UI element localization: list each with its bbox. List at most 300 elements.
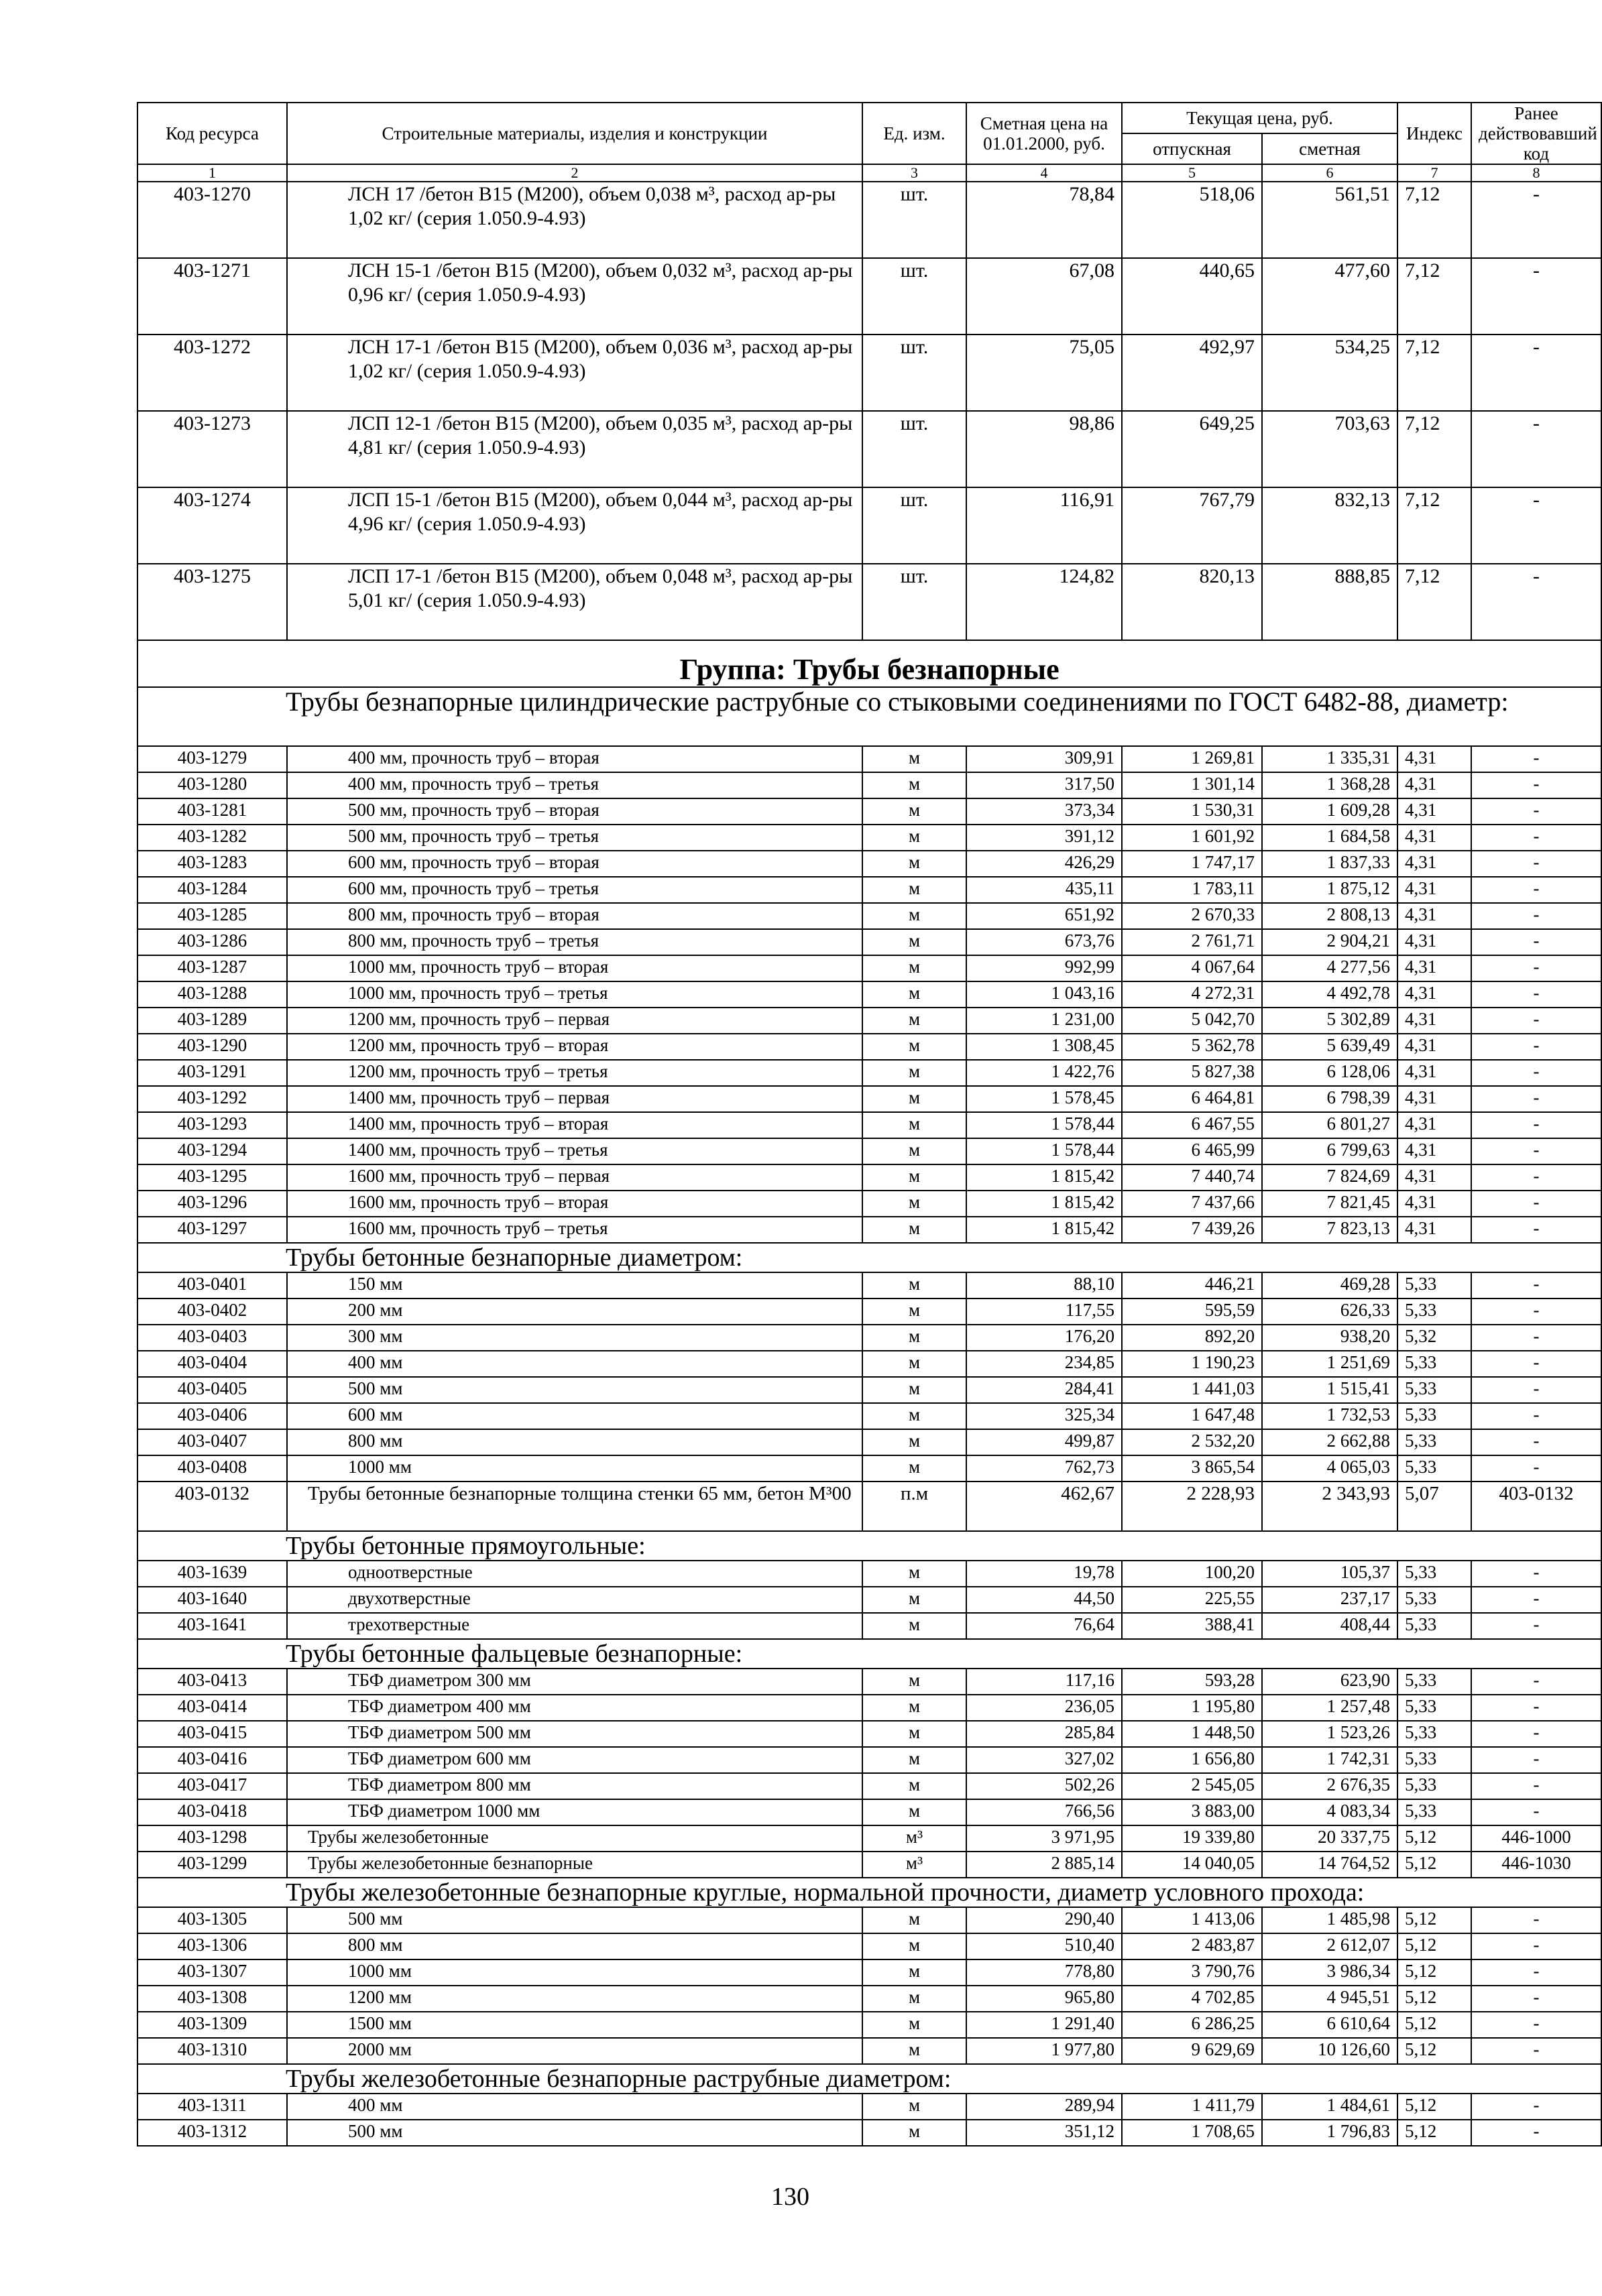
row-estimate-price: 2 662,88 [1262,1429,1397,1455]
row-name: 1400 мм, прочность труб – первая [287,1086,862,1112]
table-row [137,1086,1601,1112]
row-base-price: 289,94 [966,2094,1122,2120]
row-name: ЛСН 17 /бетон В15 (М200), объем 0,038 м³, расход ар-ры 1,02 кг/ (серия 1.050.9-4.93) [287,182,862,258]
row-unit: м [862,1191,966,1217]
row-prev-code: - [1471,1138,1601,1164]
row-prev-code: - [1471,1429,1601,1455]
row-base-price: 673,76 [966,929,1122,955]
row-base-price: 309,91 [966,746,1122,772]
row-unit: м [862,1429,966,1455]
table-row [137,182,1601,258]
row-code: 403-1284 [137,877,287,903]
row-prev-code: - [1471,746,1601,772]
row-estimate-price: 7 824,69 [1262,1164,1397,1191]
row-name: 200 мм [287,1298,862,1325]
header-num-1: 1 [137,164,287,182]
row-prev-code: - [1471,1191,1601,1217]
section-title-row [137,1639,1601,1669]
row-prev-code: - [1471,1112,1601,1138]
row-code: 403-1289 [137,1008,287,1034]
row-release-price: 388,41 [1122,1613,1262,1639]
row-prev-code: - [1471,851,1601,877]
row-index: 5,33 [1397,1799,1471,1825]
row-unit: шт. [862,335,966,411]
row-index: 5,12 [1397,1907,1471,1933]
row-code: 403-1308 [137,1986,287,2012]
row-estimate-price: 237,17 [1262,1587,1397,1613]
row-prev-code: - [1471,335,1601,411]
row-unit: м [862,955,966,981]
row-release-price: 2 532,20 [1122,1429,1262,1455]
row-base-price: 76,64 [966,1613,1122,1639]
row-unit: м [862,1034,966,1060]
row-name: 1600 мм, прочность труб – третья [287,1217,862,1243]
row-name: одноотверстные [287,1561,862,1587]
row-base-price: 502,26 [966,1773,1122,1799]
row-unit: м [862,1377,966,1403]
section-title-row [137,2064,1601,2094]
row-unit: м [862,1933,966,1959]
row-release-price: 1 647,48 [1122,1403,1262,1429]
row-index: 5,33 [1397,1669,1471,1695]
row-release-price: 6 465,99 [1122,1138,1262,1164]
row-unit: м [862,1907,966,1933]
row-prev-code: - [1471,411,1601,487]
row-estimate-price: 6 799,63 [1262,1138,1397,1164]
row-release-price: 1 783,11 [1122,877,1262,903]
row-code: 403-1297 [137,1217,287,1243]
row-index: 7,12 [1397,487,1471,564]
row-name: ЛСП 15-1 /бетон В15 (М200), объем 0,044 м³, расход ар-ры 4,96 кг/ (серия 1.050.9-4.93) [287,487,862,564]
row-code: 403-1283 [137,851,287,877]
row-estimate-price: 408,44 [1262,1613,1397,1639]
table-row [137,1799,1601,1825]
row-unit: м [862,1455,966,1482]
row-release-price: 7 437,66 [1122,1191,1262,1217]
row-unit: шт. [862,487,966,564]
row-estimate-price: 1 515,41 [1262,1377,1397,1403]
row-index: 4,31 [1397,798,1471,825]
row-name: 500 мм, прочность труб – третья [287,825,862,851]
row-name: 1000 мм, прочность труб – вторая [287,955,862,981]
row-name: ТБФ диаметром 1000 мм [287,1799,862,1825]
row-release-price: 1 269,81 [1122,746,1262,772]
row-release-price: 1 601,92 [1122,825,1262,851]
price-catalog-page [137,102,1597,2147]
row-prev-code: - [1471,2012,1601,2038]
row-base-price: 499,87 [966,1429,1122,1455]
row-base-price: 3 971,95 [966,1825,1122,1852]
row-code: 403-0132 [137,1482,287,1531]
row-estimate-price: 1 732,53 [1262,1403,1397,1429]
table-row [137,1060,1601,1086]
row-name: 600 мм, прочность труб – третья [287,877,862,903]
table-row [137,1325,1601,1351]
row-release-price: 19 339,80 [1122,1825,1262,1852]
row-release-price: 440,65 [1122,258,1262,335]
row-index: 5,07 [1397,1482,1471,1531]
row-base-price: 373,34 [966,798,1122,825]
table-row [137,2120,1601,2146]
table-row [137,258,1601,335]
row-estimate-price: 6 128,06 [1262,1060,1397,1086]
row-estimate-price: 623,90 [1262,1669,1397,1695]
row-prev-code: - [1471,487,1601,564]
row-estimate-price: 6 801,27 [1262,1112,1397,1138]
row-release-price: 518,06 [1122,182,1262,258]
row-estimate-price: 3 986,34 [1262,1959,1397,1986]
row-unit: м [862,1403,966,1429]
row-base-price: 1 578,44 [966,1112,1122,1138]
row-index: 5,33 [1397,1351,1471,1377]
header-num-2: 2 [287,164,862,182]
row-name: 1200 мм [287,1986,862,2012]
row-index: 5,33 [1397,1773,1471,1799]
row-unit: м [862,772,966,798]
row-index: 7,12 [1397,564,1471,640]
row-estimate-price: 4 065,03 [1262,1455,1397,1482]
row-unit: м [862,1008,966,1034]
row-estimate-price: 1 251,69 [1262,1351,1397,1377]
row-prev-code: 446-1000 [1471,1825,1601,1852]
row-unit: м [862,851,966,877]
row-release-price: 1 530,31 [1122,798,1262,825]
row-name: ЛСН 17-1 /бетон В15 (М200), объем 0,036 м³, расход ар-ры 1,02 кг/ (серия 1.050.9-4.93) [287,335,862,411]
row-index: 4,31 [1397,1034,1471,1060]
table-row [137,411,1601,487]
row-base-price: 1 043,16 [966,981,1122,1008]
row-base-price: 98,86 [966,411,1122,487]
row-prev-code: - [1471,1799,1601,1825]
row-prev-code: - [1471,955,1601,981]
table-row [137,746,1601,772]
row-estimate-price: 888,85 [1262,564,1397,640]
header-num-3: 3 [862,164,966,182]
row-name: 400 мм [287,1351,862,1377]
table-row [137,1561,1601,1587]
row-index: 5,33 [1397,1429,1471,1455]
row-base-price: 234,85 [966,1351,1122,1377]
row-base-price: 325,34 [966,1403,1122,1429]
row-code: 403-1305 [137,1907,287,1933]
row-unit: м [862,1086,966,1112]
row-index: 4,31 [1397,877,1471,903]
group-title-row [137,640,1601,687]
row-index: 4,31 [1397,903,1471,929]
table-row [137,1351,1601,1377]
table-row [137,1933,1601,1959]
row-prev-code: - [1471,1217,1601,1243]
row-prev-code: - [1471,1933,1601,1959]
table-row [137,1272,1601,1298]
row-unit: м [862,1587,966,1613]
row-estimate-price: 2 904,21 [1262,929,1397,955]
row-base-price: 75,05 [966,335,1122,411]
row-index: 5,12 [1397,1959,1471,1986]
row-estimate-price: 2 808,13 [1262,903,1397,929]
row-code: 403-0415 [137,1721,287,1747]
row-index: 5,12 [1397,2012,1471,2038]
table-row [137,1613,1601,1639]
row-release-price: 492,97 [1122,335,1262,411]
row-code: 403-0402 [137,1298,287,1325]
row-base-price: 965,80 [966,1986,1122,2012]
row-base-price: 1 815,42 [966,1164,1122,1191]
row-release-price: 595,59 [1122,1298,1262,1325]
row-name: 1400 мм, прочность труб – вторая [287,1112,862,1138]
section-title: Трубы бетонные фальцевые безнапорные: [137,1639,1601,1669]
row-code: 403-1287 [137,955,287,981]
row-release-price: 1 441,03 [1122,1377,1262,1403]
row-index: 4,31 [1397,1086,1471,1112]
row-prev-code: - [1471,1325,1601,1351]
row-release-price: 1 190,23 [1122,1351,1262,1377]
row-code: 403-0413 [137,1669,287,1695]
row-estimate-price: 14 764,52 [1262,1852,1397,1878]
header-prev-code: Ранее действовавший код [1471,103,1601,164]
row-unit: м [862,1561,966,1587]
row-unit: м [862,1799,966,1825]
row-code: 403-1286 [137,929,287,955]
section-title-row [137,1531,1601,1561]
row-release-price: 3 883,00 [1122,1799,1262,1825]
table-row [137,772,1601,798]
header-unit: Ед. изм. [862,103,966,164]
row-estimate-price: 561,51 [1262,182,1397,258]
row-index: 7,12 [1397,182,1471,258]
row-code: 403-1293 [137,1112,287,1138]
row-estimate-price: 1 523,26 [1262,1721,1397,1747]
row-unit: шт. [862,411,966,487]
row-unit: м [862,903,966,929]
header-num-8: 8 [1471,164,1601,182]
row-name: Трубы железобетонные безнапорные [287,1852,862,1878]
row-release-price: 446,21 [1122,1272,1262,1298]
group-title: Группа: Трубы безнапорные [137,640,1601,687]
row-unit: м [862,1298,966,1325]
row-base-price: 1 977,80 [966,2038,1122,2064]
row-prev-code: - [1471,1773,1601,1799]
row-estimate-price: 1 796,83 [1262,2120,1397,2146]
section-title: Трубы бетонные прямоугольные: [137,1531,1601,1561]
row-code: 403-0403 [137,1325,287,1351]
row-code: 403-1307 [137,1959,287,1986]
row-prev-code: - [1471,1747,1601,1773]
table-row [137,825,1601,851]
row-release-price: 2 228,93 [1122,1482,1262,1531]
header-estimate: сметная [1262,133,1397,164]
header-num-7: 7 [1397,164,1471,182]
row-base-price: 351,12 [966,2120,1122,2146]
row-unit: м [862,2120,966,2146]
row-base-price: 2 885,14 [966,1852,1122,1878]
row-unit: м [862,1773,966,1799]
row-estimate-price: 1 484,61 [1262,2094,1397,2120]
row-unit: м [862,1164,966,1191]
row-prev-code: - [1471,182,1601,258]
row-index: 5,12 [1397,2094,1471,2120]
row-index: 5,33 [1397,1272,1471,1298]
row-prev-code: - [1471,1403,1601,1429]
row-name: 400 мм, прочность труб – вторая [287,746,862,772]
section-title-row [137,1878,1601,1907]
row-prev-code: - [1471,1986,1601,2012]
row-base-price: 766,56 [966,1799,1122,1825]
row-estimate-price: 832,13 [1262,487,1397,564]
row-base-price: 236,05 [966,1695,1122,1721]
row-name: 500 мм, прочность труб – вторая [287,798,862,825]
row-unit: м [862,877,966,903]
row-index: 4,31 [1397,1112,1471,1138]
row-index: 7,12 [1397,335,1471,411]
row-name: 500 мм [287,2120,862,2146]
row-index: 5,33 [1397,1747,1471,1773]
row-estimate-price: 4 945,51 [1262,1986,1397,2012]
row-release-price: 4 272,31 [1122,981,1262,1008]
row-prev-code: - [1471,772,1601,798]
row-code: 403-0407 [137,1429,287,1455]
row-code: 403-0405 [137,1377,287,1403]
row-prev-code: - [1471,1008,1601,1034]
row-code: 403-1310 [137,2038,287,2064]
row-prev-code: 446-1030 [1471,1852,1601,1878]
row-estimate-price: 20 337,75 [1262,1825,1397,1852]
row-code: 403-1294 [137,1138,287,1164]
row-name: 500 мм [287,1377,862,1403]
row-unit: м [862,2012,966,2038]
row-prev-code: - [1471,1669,1601,1695]
row-name: Трубы железобетонные [287,1825,862,1852]
row-base-price: 19,78 [966,1561,1122,1587]
row-unit: м³ [862,1825,966,1852]
table-row [137,1587,1601,1613]
row-release-price: 6 286,25 [1122,2012,1262,2038]
row-prev-code: - [1471,798,1601,825]
header-estimate-price: Сметная цена на 01.01.2000, руб. [966,103,1122,164]
row-release-price: 649,25 [1122,411,1262,487]
row-base-price: 510,40 [966,1933,1122,1959]
row-index: 5,12 [1397,2038,1471,2064]
row-unit: м [862,1669,966,1695]
row-release-price: 7 440,74 [1122,1164,1262,1191]
row-release-price: 2 483,87 [1122,1933,1262,1959]
row-prev-code: - [1471,877,1601,903]
row-unit: м [862,929,966,955]
row-release-price: 767,79 [1122,487,1262,564]
row-base-price: 285,84 [966,1721,1122,1747]
row-base-price: 1 578,45 [966,1086,1122,1112]
row-prev-code: - [1471,1613,1601,1639]
row-release-price: 9 629,69 [1122,2038,1262,2064]
row-prev-code: 403-0132 [1471,1482,1601,1531]
table-row [137,1455,1601,1482]
row-prev-code: - [1471,564,1601,640]
row-index: 5,12 [1397,2120,1471,2146]
header-num-6: 6 [1262,164,1397,182]
row-index: 5,33 [1397,1561,1471,1587]
row-unit: м [862,1325,966,1351]
row-prev-code: - [1471,1298,1601,1325]
header-current-price: Текущая цена, руб. [1122,103,1397,133]
row-unit: м [862,1747,966,1773]
row-code: 403-1311 [137,2094,287,2120]
row-release-price: 6 464,81 [1122,1086,1262,1112]
row-release-price: 3 865,54 [1122,1455,1262,1482]
table-row [137,1825,1601,1852]
row-base-price: 78,84 [966,182,1122,258]
row-name: ТБФ диаметром 800 мм [287,1773,862,1799]
row-index: 5,33 [1397,1403,1471,1429]
row-prev-code: - [1471,2038,1601,2064]
row-index: 5,33 [1397,1377,1471,1403]
row-name: ЛСП 12-1 /бетон В15 (М200), объем 0,035 м³, расход ар-ры 4,81 кг/ (серия 1.050.9-4.93) [287,411,862,487]
row-name: Трубы бетонные безнапорные толщина стенки 65 мм, бетон М³00 [287,1482,862,1531]
row-name: 1500 мм [287,2012,862,2038]
table-row [137,929,1601,955]
row-index: 5,33 [1397,1298,1471,1325]
row-prev-code: - [1471,1377,1601,1403]
row-release-price: 1 301,14 [1122,772,1262,798]
row-release-price: 7 439,26 [1122,1217,1262,1243]
row-index: 4,31 [1397,981,1471,1008]
row-base-price: 176,20 [966,1325,1122,1351]
row-base-price: 290,40 [966,1907,1122,1933]
row-release-price: 2 761,71 [1122,929,1262,955]
row-estimate-price: 1 335,31 [1262,746,1397,772]
row-unit: м [862,2094,966,2120]
row-release-price: 2 670,33 [1122,903,1262,929]
row-base-price: 124,82 [966,564,1122,640]
row-name: 600 мм, прочность труб – вторая [287,851,862,877]
row-code: 403-1312 [137,2120,287,2146]
row-estimate-price: 1 837,33 [1262,851,1397,877]
row-estimate-price: 10 126,60 [1262,2038,1397,2064]
row-prev-code: - [1471,1587,1601,1613]
row-name: ЛСН 15-1 /бетон В15 (М200), объем 0,032 м³, расход ар-ры 0,96 кг/ (серия 1.050.9-4.93) [287,258,862,335]
table-body [137,182,1601,2146]
row-estimate-price: 6 798,39 [1262,1086,1397,1112]
row-prev-code: - [1471,258,1601,335]
row-unit: м [862,1112,966,1138]
header-materials: Строительные материалы, изделия и конструкции [287,103,862,164]
table-row [137,903,1601,929]
table-row [137,1695,1601,1721]
row-unit: м [862,746,966,772]
table-row [137,1164,1601,1191]
row-index: 4,31 [1397,929,1471,955]
row-unit: м [862,798,966,825]
row-base-price: 1 308,45 [966,1034,1122,1060]
row-code: 403-1309 [137,2012,287,2038]
row-estimate-price: 1 684,58 [1262,825,1397,851]
row-code: 403-1640 [137,1587,287,1613]
header-index: Индекс [1397,103,1471,164]
table-row [137,2094,1601,2120]
row-base-price: 116,91 [966,487,1122,564]
row-index: 5,12 [1397,1852,1471,1878]
row-name: 800 мм, прочность труб – третья [287,929,862,955]
row-unit: м [862,1272,966,1298]
row-base-price: 327,02 [966,1747,1122,1773]
row-code: 403-1292 [137,1086,287,1112]
row-unit: п.м [862,1482,966,1531]
table-row [137,1403,1601,1429]
section-title-row [137,1243,1601,1272]
row-name: 1400 мм, прочность труб – третья [287,1138,862,1164]
row-base-price: 1 291,40 [966,2012,1122,2038]
price-table [137,102,1602,2147]
row-unit: шт. [862,182,966,258]
